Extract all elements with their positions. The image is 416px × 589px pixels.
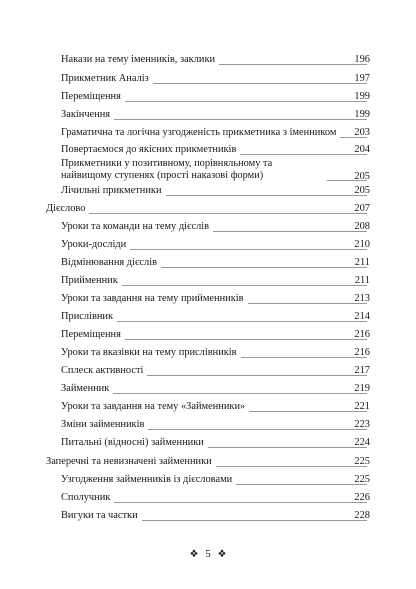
toc-entry-page: 213 [354, 293, 370, 304]
toc-entry-page: 219 [354, 383, 370, 394]
toc-entry-title: Переміщення [61, 91, 125, 103]
toc-entry-page: 226 [354, 492, 370, 503]
toc-entry [0, 419, 416, 432]
toc-entry [0, 383, 416, 396]
toc-entry [0, 347, 416, 360]
toc-entry [0, 73, 416, 86]
toc-entry-title: Граматична та логічна узгодженість прикметника з іменником [61, 127, 340, 139]
toc-entry-page: 205 [354, 171, 370, 182]
toc-entry [0, 54, 416, 67]
toc-entry [0, 401, 416, 414]
toc-entry-title: Прийменник [61, 275, 122, 287]
toc-entry-page: 225 [354, 474, 370, 485]
toc-entry [0, 144, 416, 157]
toc-entry-page: 203 [354, 127, 370, 138]
toc-entry [0, 185, 416, 198]
toc-entry-page: 223 [354, 419, 370, 430]
toc-entry [0, 293, 416, 306]
toc-entry [0, 109, 416, 122]
toc-entry [0, 474, 416, 487]
toc-entry-title: Уроки та завдання на тему «Займенники» [61, 401, 249, 413]
page-number: 5 [205, 548, 211, 560]
toc-entry-title: Закінчення [61, 109, 114, 121]
toc-entry-page: 217 [354, 365, 370, 376]
toc-entry [0, 203, 416, 216]
toc-entry [0, 257, 416, 270]
toc-entry [0, 158, 416, 184]
toc-entry [0, 437, 416, 450]
toc-entry-title: Заперечні та невизначені займенники [46, 456, 216, 468]
toc-entry-page: 214 [354, 311, 370, 322]
toc-entry-title: Питальні (відносні) займенники [61, 437, 208, 449]
toc-entry [0, 91, 416, 104]
toc-entry [0, 275, 416, 288]
toc-entry-page: 197 [354, 73, 370, 84]
toc-entry-page: 224 [354, 437, 370, 448]
toc-entry-title: Дієслово [46, 203, 89, 215]
toc-entry-title: Вигуки та частки [61, 510, 142, 522]
toc-entry-title: Узгодження займенників із дієсловами [61, 474, 236, 486]
toc-entry-page: 216 [354, 329, 370, 340]
toc-entry-title: Уроки та вказівки на тему прислівників [61, 347, 241, 359]
toc-entry [0, 239, 416, 252]
toc-entry-title: Лічильні прикметники [61, 185, 166, 197]
toc-entry-page: 211 [354, 275, 370, 286]
toc-entry-title: Прикметники у позитивному, порівняльному та найвищому ступенях (прості наказові форми) [61, 158, 327, 182]
toc-entry [0, 311, 416, 324]
toc-entry-title: Прикметник Аналіз [61, 73, 153, 85]
toc-entry [0, 492, 416, 505]
toc-entry-page: 208 [354, 221, 370, 232]
toc-entry-page: 199 [354, 109, 370, 120]
ornament-right-icon: ❖ [217, 549, 227, 560]
toc-entry-page: 210 [354, 239, 370, 250]
toc-entry-title: Уроки та команди на тему дієслів [61, 221, 213, 233]
toc-entry-page: 207 [354, 203, 370, 214]
page-footer [0, 548, 416, 560]
toc-entry-page: 216 [354, 347, 370, 358]
toc-entry-title: Уроки та завдання на тему прийменників [61, 293, 248, 305]
dot-leader [46, 213, 367, 214]
toc-entry [0, 329, 416, 342]
toc-entry-title: Переміщення [61, 329, 125, 341]
toc-entry-title: Прислівник [61, 311, 117, 323]
toc-entry [0, 365, 416, 378]
toc-entry [0, 221, 416, 234]
toc-entry-page: 204 [354, 144, 370, 155]
toc-entry-page: 221 [354, 401, 370, 412]
toc-entry-page: 196 [354, 54, 370, 65]
toc-entry-page: 205 [354, 185, 370, 196]
toc-entry [0, 456, 416, 469]
toc-entry-title: Зміни займенників [61, 419, 148, 431]
toc-entry-title: Сполучник [61, 492, 114, 504]
toc-entry [0, 127, 416, 140]
toc-entry [0, 510, 416, 523]
toc-entry-title: Відмінювання дієслів [61, 257, 161, 269]
ornament-left-icon: ❖ [189, 549, 199, 560]
toc-entry-title: Уроки-досліди [61, 239, 130, 251]
toc-entry-title: Сплеск активності [61, 365, 147, 377]
toc-entry-page: 225 [354, 456, 370, 467]
toc-entry-title: Повертаємося до якісних прикметників [61, 144, 240, 156]
toc-entry-page: 228 [354, 510, 370, 521]
toc-entry-title: Займенник [61, 383, 113, 395]
toc-entry-page: 199 [354, 91, 370, 102]
toc-entry-title: Накази на тему іменників, заклики [61, 54, 219, 66]
toc-entry-page: 211 [354, 257, 370, 268]
